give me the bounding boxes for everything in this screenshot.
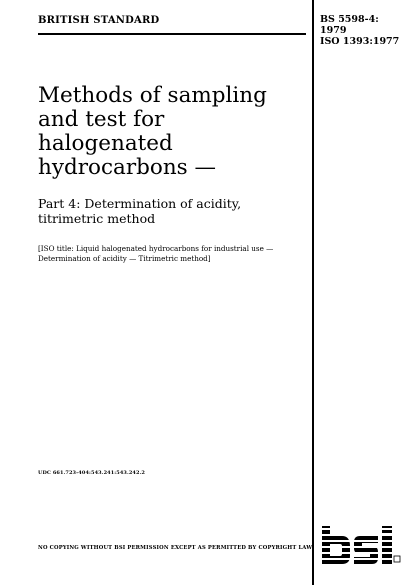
subtitle-line: Part 4: Determination of acidity, [38,196,242,211]
udc-classification: UDC 661.723-404:543.241:543.242.2 [38,470,145,476]
standard-number [320,14,400,47]
part-subtitle [38,197,306,226]
standard-number-line: BS 5598-4: [320,14,379,25]
title-line: and test for [38,107,165,132]
title-line: hydrocarbons — [38,155,217,180]
vertical-rule [312,0,314,585]
bsi-logo [320,522,402,566]
copyright-notice: NO COPYING WITHOUT BSI PERMISSION EXCEPT AS PERMITTED BY COPYRIGHT LAW [38,545,313,551]
document-title [38,84,306,180]
title-line: Methods of sampling [38,83,267,108]
brand-label: BRITISH STANDARD [38,15,160,26]
subtitle-line: titrimetric method [38,210,156,226]
header-rule [38,33,306,35]
iso-title-note [38,244,308,263]
standard-year-line: 1979 [320,25,347,36]
iso-title-line: [ISO title: Liquid halogenated hydrocarbons for industrial use — [38,244,274,253]
title-line: halogenated [38,131,173,156]
iso-title-line: Determination of acidity — Titrimetric method] [38,253,211,263]
iso-reference-line: ISO 1393:1977 [320,36,400,47]
